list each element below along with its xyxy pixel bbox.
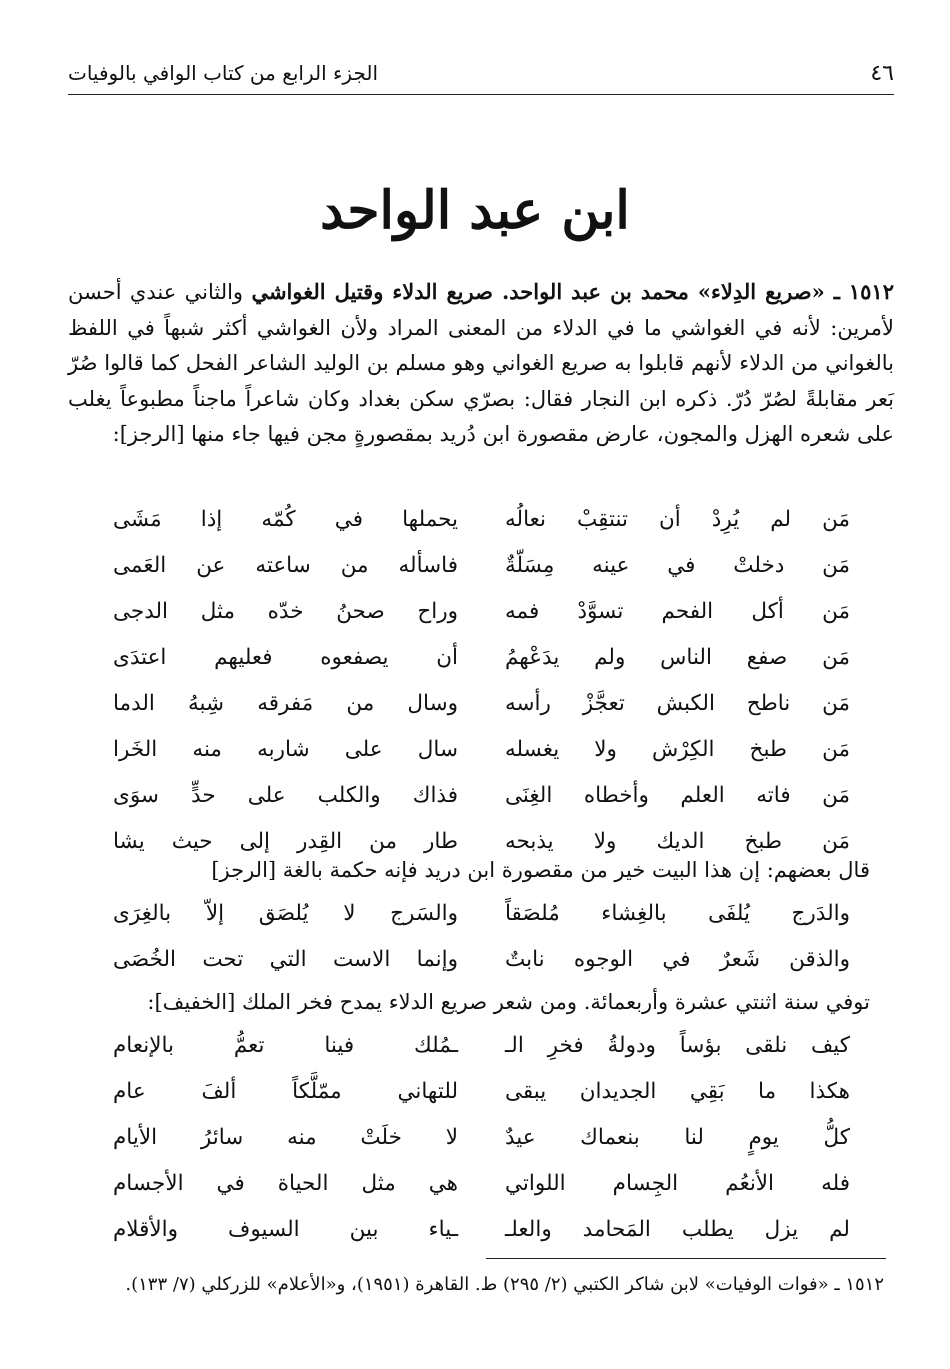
verse-second-hemistich: فاسأله من ساعته عن العَمى <box>113 552 458 578</box>
verse-line <box>68 890 894 936</box>
verse-second-hemistich: يحملها في كُمّه إذا مَشَى <box>113 506 458 532</box>
poem-rajaz-2 <box>68 890 894 982</box>
verse-first-hemistich: فله الأنعُم الجِسام اللواتي <box>505 1170 850 1196</box>
entry-body <box>68 274 894 453</box>
verse-line <box>68 634 894 680</box>
verse-first-hemistich: مَن لم يُرِدْ أن تنتقِبْ نعالُه <box>505 506 850 532</box>
verse-line <box>68 1068 894 1114</box>
page-header <box>68 52 894 95</box>
verse-first-hemistich: مَن طبخ الكِرْش ولا يغسله <box>505 736 850 762</box>
verse-line <box>68 1206 894 1252</box>
verse-second-hemistich: وإنما الاست التي تحت الخُصَى <box>113 946 458 972</box>
verse-first-hemistich: لم يزل يطلب المَحامد والعلـ <box>505 1216 850 1242</box>
verse-line <box>68 1022 894 1068</box>
commentary-note: قال بعضهم: إن هذا البيت خير من مقصورة ابن دريد فإنه حكمة بالغة [الرجز] <box>211 858 870 882</box>
verse-second-hemistich: فذاك والكلب على حدٍّ سوَى <box>113 782 458 808</box>
verse-second-hemistich: ـمُلك فينا تعمُّ بالإنعام <box>113 1032 458 1058</box>
entry-text: والثاني عندي أحسن لأمرين: لأنه في الغواشي ما في الدلاء من المعنى المراد ولأن الغواشي أكثر شبهاً في اللفظ بالغواني من الدلاء لأنهم قابلوا به صريع الغواني وهو مسلم بن الوليد الشاعر الفحل كما قالوا صُرّ بَعر مقابلةً لصُرّ دُرّ. ذكره ابن النجار فقال: بصرّي سكن بغداد وكان شاعراً ماجناً مطبوعاً يغلب على شعره الهزل والمجون، عارض مقصورة ابن دُريد بمقصورةٍ مجن فيها جاء منها [الرجز]: <box>68 280 894 446</box>
verse-second-hemistich: وراح صحنُ خدّه مثل الدجى <box>113 598 458 624</box>
death-note: توفي سنة اثنتي عشرة وأربعمائة. ومن شعر صريع الدلاء يمدح فخر الملك [الخفيف]: <box>147 990 870 1014</box>
verse-first-hemistich: مَن طبخ الديك ولا يذبحه <box>505 828 850 854</box>
verse-second-hemistich: والسَرج لا يُلصَق إلاّ بالغِرَى <box>113 900 458 926</box>
verse-line <box>68 726 894 772</box>
verse-line <box>68 936 894 982</box>
poem-rajaz-1 <box>68 496 894 864</box>
verse-first-hemistich: مَن ناطح الكبش تعجَّزْ رأسه <box>505 690 850 716</box>
poem-khafif <box>68 1022 894 1252</box>
verse-line <box>68 542 894 588</box>
verse-second-hemistich: أن يصفعوه فعليهم اعتدَى <box>113 644 458 670</box>
verse-first-hemistich: والذقن شَعرٌ في الوجوه نابتٌ <box>505 946 850 972</box>
page-number: ٤٦ <box>870 60 894 86</box>
verse-line <box>68 1160 894 1206</box>
verse-line <box>68 680 894 726</box>
verse-second-hemistich: سال على شاربه منه الخَرا <box>113 736 458 762</box>
entry-lead: ١٥١٢ ـ «صريع الدِلاء» محمد بن عبد الواحد. صريع الدلاء وقتيل الغواشي <box>251 279 894 304</box>
verse-line <box>68 588 894 634</box>
footnote-separator <box>486 1258 886 1259</box>
verse-second-hemistich: للتهاني ممّلَّكاً ألفَ عام <box>113 1078 458 1104</box>
running-title: الجزء الرابع من كتاب الوافي بالوفيات <box>68 61 379 85</box>
verse-first-hemistich: مَن صفع الناس ولم يدَعْهمُ <box>505 644 850 670</box>
verse-first-hemistich: والدَرج يُلفَى بالغِشاء مُلصَقاً <box>505 900 850 926</box>
verse-second-hemistich: طار من القِدر إلى حيث يشا <box>113 828 458 854</box>
entry-title: ابن عبد الواحد <box>320 180 630 241</box>
footnote: ١٥١٢ ـ «فوات الوفيات» لابن شاكر الكتبي (٢/ ٢٩٥) ط. القاهرة (١٩٥١)، و«الأعلام» للزركلي (٧/ ١٣٣). <box>125 1274 884 1295</box>
verse-second-hemistich: هي مثل الحياة في الأجسام <box>113 1170 458 1196</box>
verse-first-hemistich: مَن فاته العلم وأخطاه الغِنَى <box>505 782 850 808</box>
verse-first-hemistich: كيف نلقى بؤساً ودولةُ فخرِ الـ <box>505 1032 850 1058</box>
verse-first-hemistich: مَن دخلتْ في عينه مِسَلّةٌ <box>505 552 850 578</box>
verse-second-hemistich: ـياء بين السيوف والأقلام <box>113 1216 458 1242</box>
verse-first-hemistich: مَن أكل الفحم تسوَّدْ فمه <box>505 598 850 624</box>
verse-first-hemistich: هكذا ما بَقِي الجديدان يبقى <box>505 1078 850 1104</box>
verse-line <box>68 1114 894 1160</box>
verse-second-hemistich: وسال من مَفرقه شِبهُ الدما <box>113 690 458 716</box>
verse-second-hemistich: لا خلَتْ منه سائرُ الأيام <box>113 1124 458 1150</box>
verse-line <box>68 496 894 542</box>
verse-line <box>68 772 894 818</box>
verse-first-hemistich: كلُّ يومٍ لنا بنعماك عيدٌ <box>505 1124 850 1150</box>
